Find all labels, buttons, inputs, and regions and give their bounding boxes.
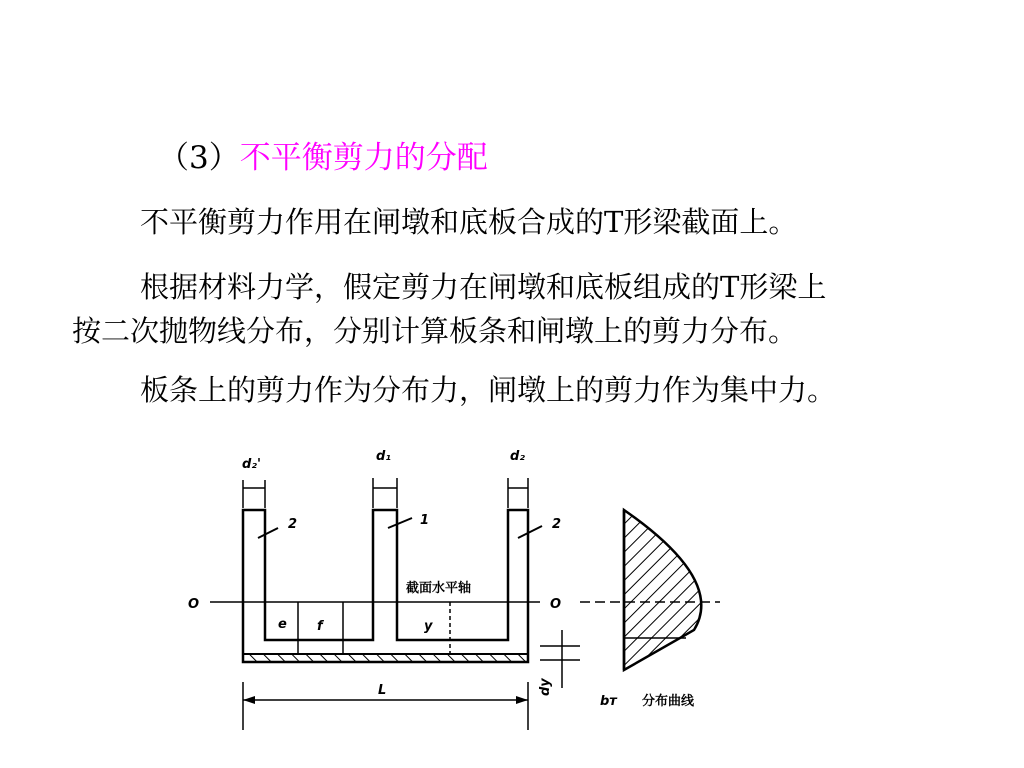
label-f: f xyxy=(317,619,323,634)
paragraph-2-line-2: 按二次抛物线分布，分别计算板条和闸墩上的剪力分布。 xyxy=(72,314,798,348)
label-axis-left: O xyxy=(188,597,200,612)
section-outline-outer xyxy=(243,510,528,662)
section-heading xyxy=(158,136,488,180)
label-d1: d₁ xyxy=(376,449,391,464)
label-pier-middle: 1 xyxy=(420,513,430,528)
label-axis-right: O xyxy=(550,597,562,612)
label-e: e xyxy=(278,617,287,632)
base-plate-fill xyxy=(243,655,528,661)
section-title: 不平衡剪力的分配 xyxy=(239,140,488,176)
label-bt: bт xyxy=(600,694,617,709)
label-dy: dy xyxy=(538,678,553,696)
paragraph-2-line-1: 根据材料力学，假定剪力在闸墩和底板组成的T形梁上 xyxy=(140,270,827,304)
paragraph-1: 不平衡剪力作用在闸墩和底板合成的T形梁截面上。 xyxy=(140,205,798,239)
label-d2-left: d₂' xyxy=(242,457,261,472)
label-curve-name: 分布曲线 xyxy=(642,694,695,709)
label-L: L xyxy=(378,683,387,698)
t-beam-diagram xyxy=(180,430,740,760)
shear-distribution-figure xyxy=(180,430,740,760)
section-number: （3） xyxy=(158,140,240,176)
label-y: y xyxy=(424,619,433,634)
label-pier-left: 2 xyxy=(288,517,298,532)
distribution-curve xyxy=(624,510,701,670)
paragraph-3: 板条上的剪力作为分布力，闸墩上的剪力作为集中力。 xyxy=(140,373,837,407)
label-d2-right: d₂ xyxy=(510,449,525,464)
label-pier-right: 2 xyxy=(552,517,562,532)
label-axis-name: 截面水平轴 xyxy=(406,581,472,596)
